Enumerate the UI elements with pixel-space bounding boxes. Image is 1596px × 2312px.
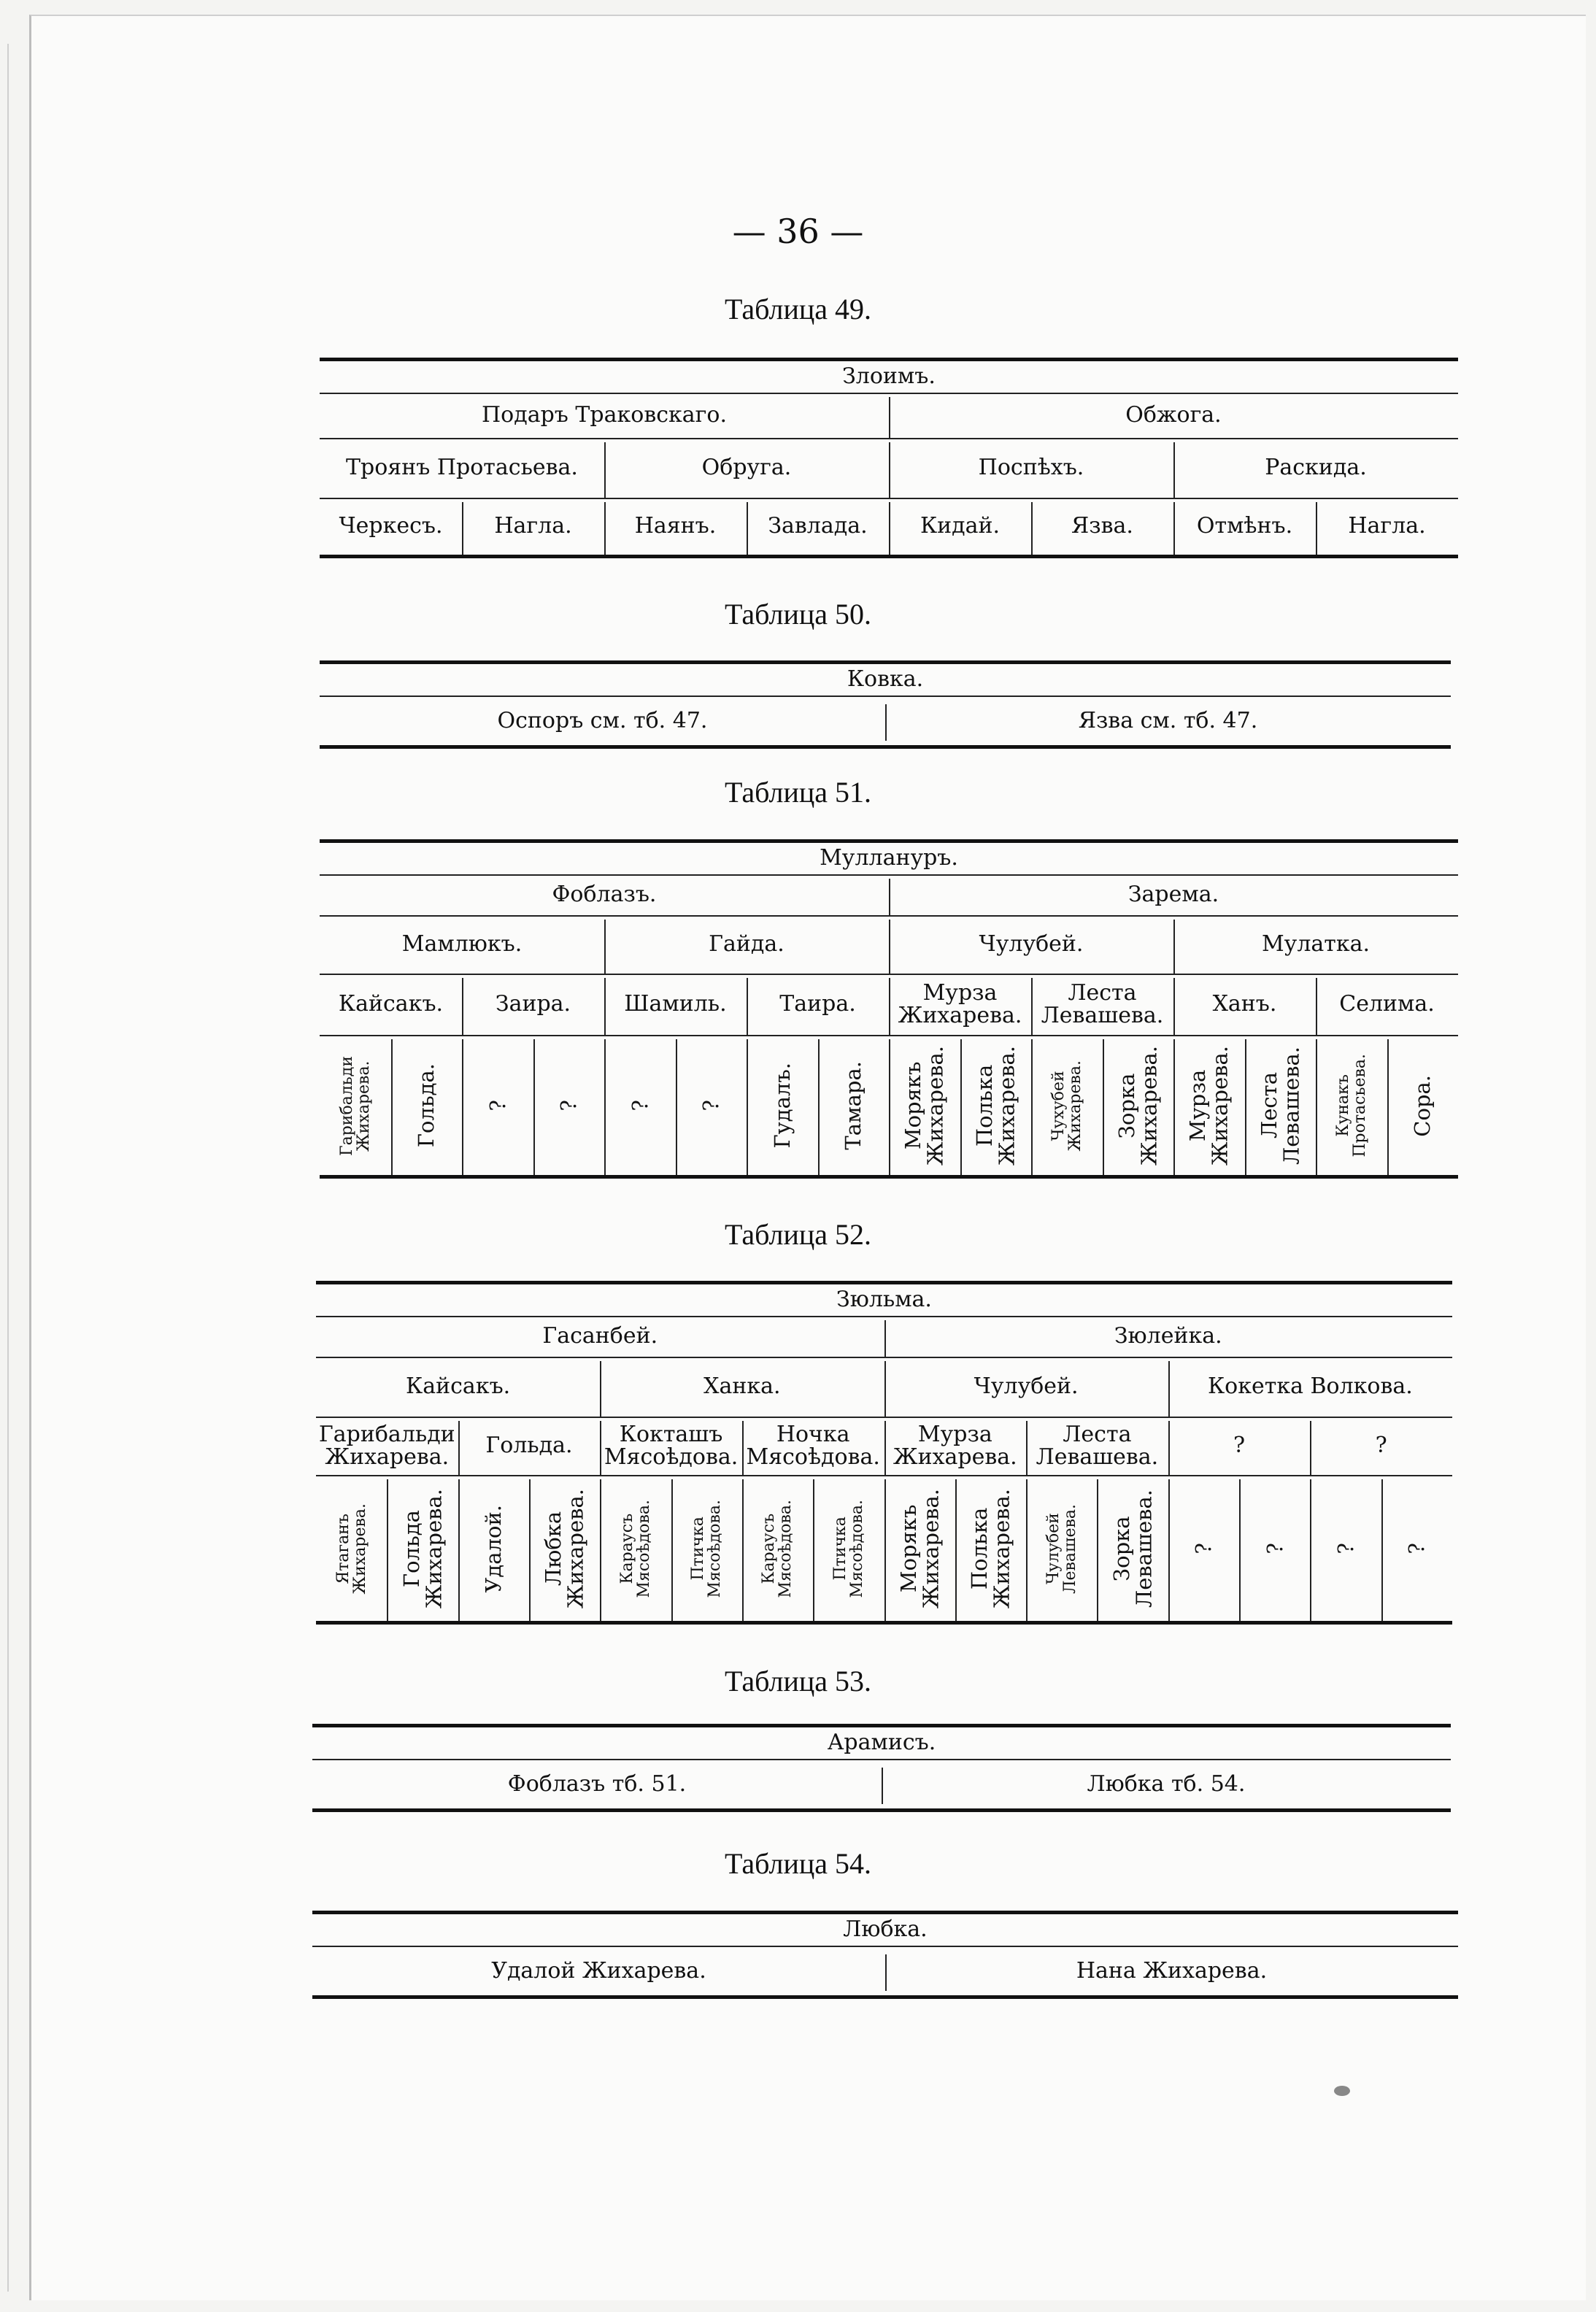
ancestor-gen3: Мурза Жихарева. <box>898 979 1022 1028</box>
ancestor-gen2: Кокетка Волкова. <box>1207 1373 1413 1400</box>
dam-line: Нана Жихарева. <box>1076 1958 1268 1984</box>
ancestor-gen4-text: ? <box>1262 1543 1287 1554</box>
ancestor-gen4 <box>600 1478 671 1619</box>
sire-line: Оспоръ см. тб. 47. <box>497 708 708 734</box>
ancestor-gen3: ? <box>1233 1433 1246 1459</box>
root-horse: Арамисъ. <box>827 1730 936 1756</box>
rule-line <box>316 1281 1452 1284</box>
ancestor-gen3: Леста Левашева. <box>1041 979 1164 1028</box>
ancestor-gen4 <box>1316 1038 1387 1174</box>
ancestor-gen4 <box>387 1478 458 1619</box>
ink-stain <box>1334 2086 1350 2096</box>
ancestor-gen3: Завлада. <box>768 513 868 539</box>
ancestor-gen4-text: Зорка Жихарева. <box>1114 1045 1162 1166</box>
ancestor-gen1: Подаръ Траковскаго. <box>482 402 727 428</box>
ancestor-gen4-text: Караусъ Мясоѣдова. <box>760 1499 795 1598</box>
ancestor-gen3: Леста Левашева. <box>1036 1421 1159 1470</box>
sire-line: Удалой Жихарева. <box>491 1958 706 1984</box>
ancestor-gen4-text: Удалой. <box>481 1504 506 1593</box>
ancestor-gen4 <box>1173 1038 1245 1174</box>
ancestor-gen4 <box>889 1038 960 1174</box>
rule-line <box>320 1035 1458 1036</box>
ancestor-gen4 <box>1031 1038 1103 1174</box>
ancestor-gen1: Обжога. <box>1125 402 1222 428</box>
ancestor-gen4 <box>458 1478 529 1619</box>
ancestor-gen4 <box>955 1478 1026 1619</box>
ancestor-gen4-text: ? <box>698 1100 724 1111</box>
table-49-title: Таблица 49. <box>724 293 872 325</box>
ancestor-gen4 <box>1168 1478 1239 1619</box>
ancestor-gen4 <box>1245 1038 1316 1174</box>
ancestor-gen4-text: Гольда. <box>414 1063 439 1148</box>
ancestor-gen3: Черкесъ. <box>339 513 443 539</box>
ancestor-gen2: Чулубей. <box>979 931 1084 957</box>
ancestor-gen2: Мамлюкъ. <box>401 931 523 957</box>
ancestor-gen4-text: Полька Жихарева. <box>971 1045 1019 1166</box>
table-52-title: Таблица 52. <box>724 1218 872 1251</box>
ancestor-gen4 <box>1103 1038 1174 1174</box>
ancestor-gen1: Фоблазъ. <box>552 882 657 908</box>
ancestor-gen2: Троянъ Протасьева. <box>346 455 578 481</box>
ancestor-gen4-text: Птичка Мясоѣдова. <box>830 1499 866 1598</box>
ancestor-gen4-text: ? <box>627 1100 652 1111</box>
ancestor-gen3: Язва. <box>1071 513 1133 539</box>
ancestor-gen4 <box>533 1038 605 1174</box>
rule-line <box>320 1175 1458 1179</box>
dam-line: Язва см. тб. 47. <box>1078 708 1258 734</box>
ancestor-gen3: Нагла. <box>494 513 572 539</box>
ancestor-gen3: Мурза Жихарева. <box>893 1421 1017 1470</box>
ancestor-gen2: Гайда. <box>709 931 784 957</box>
ancestor-gen4-text: ? <box>485 1100 510 1111</box>
ancestor-gen4 <box>742 1478 813 1619</box>
rule-line <box>312 1808 1451 1812</box>
ancestor-gen4 <box>884 1478 955 1619</box>
ancestor-gen4-text: Морякъ Жихарева. <box>895 1488 944 1609</box>
ancestor-gen4 <box>1097 1478 1168 1619</box>
ancestor-gen4-text: ? <box>1404 1543 1430 1554</box>
ancestor-gen4-text: Полька Жихарева. <box>967 1488 1014 1609</box>
ancestor-gen1: Зюлейка. <box>1114 1323 1222 1349</box>
ancestor-gen4 <box>391 1038 463 1174</box>
ancestor-gen2: Раскида. <box>1265 455 1367 481</box>
ancestor-gen2: Обруга. <box>701 455 792 481</box>
ancestor-gen3: Ханъ. <box>1212 991 1277 1017</box>
ancestor-gen3: Отмѣнъ. <box>1196 513 1293 539</box>
sire-line: Фоблазъ тб. 51. <box>507 1771 687 1797</box>
ancestor-gen4-text: Кунакъ Протасьева. <box>1333 1054 1369 1157</box>
rule-line <box>316 1475 1452 1476</box>
ancestor-gen4 <box>604 1038 676 1174</box>
ancestor-gen4-text: Любка Жихарева. <box>541 1488 588 1609</box>
ancestor-gen3: Селима. <box>1339 991 1435 1017</box>
ancestor-gen3: Кайсакъ. <box>338 991 444 1017</box>
rule-line <box>312 1995 1458 1999</box>
ancestor-gen4-text: Птичка Мясоѣдова. <box>689 1499 725 1598</box>
ancestor-gen4-text: Леста Левашева. <box>1256 1047 1304 1165</box>
ancestor-gen4-text: Тамара. <box>841 1061 866 1150</box>
ancestor-gen4 <box>747 1038 818 1174</box>
ancestor-gen3: Гарибальди Жихарева. <box>318 1421 455 1470</box>
table-51-title: Таблица 51. <box>724 776 872 809</box>
ancestor-gen2: Чулубей. <box>974 1373 1079 1400</box>
rule-line <box>312 1724 1451 1727</box>
ancestor-gen1: Зарема. <box>1127 882 1219 908</box>
ancestor-gen3: Кидай. <box>920 513 1001 539</box>
ancestor-gen2: Мулатка. <box>1261 931 1371 957</box>
rule-line <box>312 1946 1458 1947</box>
ancestor-gen4 <box>813 1478 884 1619</box>
dam-line: Любка тб. 54. <box>1087 1771 1246 1797</box>
ancestor-gen4-text: Гарибальди Жихарева. <box>337 1055 373 1156</box>
ancestor-gen1: Гасанбей. <box>542 1323 658 1349</box>
ancestor-gen4-text: Зорка Левашева. <box>1109 1490 1157 1608</box>
ancestor-gen2: Поспѣхъ. <box>978 455 1084 481</box>
ancestor-gen3: Ночка Мясоѣдова. <box>746 1421 880 1470</box>
rule-line <box>320 839 1458 843</box>
page-number: — 36 — <box>732 212 864 251</box>
table-50-title: Таблица 50. <box>724 598 872 631</box>
ancestor-gen3: Шамиль. <box>624 991 727 1017</box>
ancestor-gen3: Кокташъ Мясоѣдова. <box>604 1421 739 1470</box>
ancestor-gen3: Гольда. <box>485 1433 573 1459</box>
ancestor-gen2: Кайсакъ. <box>406 1373 511 1400</box>
ancestor-gen4 <box>1381 1478 1452 1619</box>
ancestor-gen3: Заира. <box>495 991 571 1017</box>
rule-line <box>312 1759 1451 1760</box>
ancestor-gen4-text: Мурза Жихарева. <box>1185 1045 1233 1166</box>
ancestor-gen4 <box>960 1038 1032 1174</box>
rule-line <box>320 745 1451 749</box>
table-54-title: Таблица 54. <box>724 1847 872 1880</box>
ancestor-gen4 <box>316 1478 387 1619</box>
root-horse: Зюльма. <box>836 1287 932 1313</box>
ancestor-gen4-text: Сора. <box>1410 1074 1435 1137</box>
ancestor-gen4-text: Гудалъ. <box>769 1063 795 1149</box>
ancestor-gen4 <box>818 1038 890 1174</box>
ancestor-gen4 <box>1239 1478 1310 1619</box>
ancestor-gen4 <box>676 1038 747 1174</box>
table-53-title: Таблица 53. <box>724 1665 872 1698</box>
ancestor-gen4 <box>1026 1478 1097 1619</box>
rule-line <box>320 358 1458 361</box>
ancestor-gen4-text: ? <box>556 1100 582 1111</box>
root-horse: Муллануръ. <box>820 845 958 871</box>
ancestor-gen3: Наянъ. <box>634 513 717 539</box>
ancestor-gen3: Таира. <box>779 991 856 1017</box>
rule-line <box>316 1621 1452 1625</box>
ancestor-gen4 <box>529 1478 600 1619</box>
paper-edge <box>7 44 38 2292</box>
root-horse: Ковка. <box>847 666 924 693</box>
ancestor-gen4-text: Карaусъ Мясоѣдова. <box>617 1499 653 1598</box>
ancestor-gen4-text: ? <box>1333 1543 1358 1554</box>
ancestor-gen4 <box>671 1478 742 1619</box>
ancestor-gen4-text: Чулубей Левашева. <box>1044 1503 1079 1594</box>
rule-line <box>312 1911 1458 1914</box>
ancestor-gen4-text: Чухубей Жихарева. <box>1049 1060 1084 1152</box>
ancestor-gen4 <box>320 1038 391 1174</box>
ancestor-gen4 <box>1310 1478 1381 1619</box>
root-horse: Любка. <box>843 1916 928 1943</box>
ancestor-gen4 <box>462 1038 533 1174</box>
root-horse: Злоимъ. <box>842 363 936 390</box>
ancestor-gen4-text: ? <box>1191 1543 1217 1554</box>
rule-line <box>320 695 1451 697</box>
rule-line <box>320 660 1451 664</box>
ancestor-gen3: Нагла. <box>1348 513 1426 539</box>
ancestor-gen3: ? <box>1375 1433 1387 1459</box>
ancestor-gen4-text: Морякъ Жихарева. <box>901 1045 948 1166</box>
rule-line <box>320 555 1458 558</box>
ancestor-gen4-text: Ятаганъ Жихарева. <box>334 1503 369 1595</box>
ancestor-gen2: Ханка. <box>703 1373 781 1400</box>
ancestor-gen4 <box>1387 1038 1459 1174</box>
ancestor-gen4-text: Гольда Жихарева. <box>398 1488 446 1609</box>
